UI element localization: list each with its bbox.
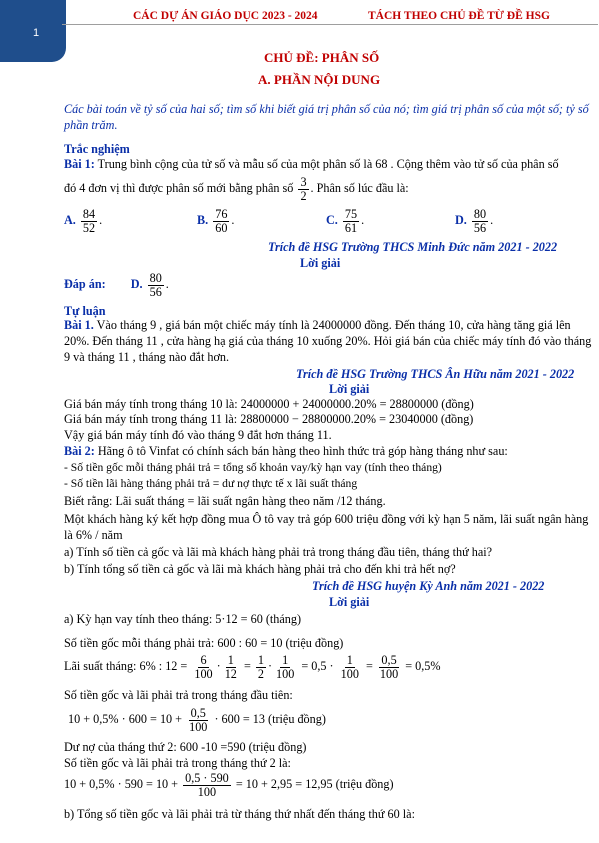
fraction: $\frac{1}{100}$ [340,653,359,681]
b2-sol-line: Số tiền gốc và lãi phải trả trong tháng thứ 2 là: [64,756,291,770]
b1-sol-line: Giá bán máy tính trong tháng 11 là: 28800000 − 28800000.20% = 23040000 (đồng) [64,412,474,426]
fraction: $\frac{0,5}{100}$ [379,653,399,681]
b1-solution-label: Lời giải [329,382,370,396]
fraction: $\frac{1}{2}$ [257,653,264,681]
option-label: B. [197,213,209,228]
fraction: $\frac{80}{56}$ [149,271,162,299]
b2-sol-month2 [64,772,394,799]
formula-text: Lãi suất tháng: 6% : 12 = [64,659,188,674]
fraction: $\frac{0,5 \cdot 590}{100}$ [185,771,229,799]
mc-question-text3: . Phân số lúc đầu là: [310,181,409,196]
header-right-title: TÁCH THEO CHỦ ĐỀ TỪ ĐỀ HSG [368,10,550,22]
mc-heading: Trắc nghiệm [64,142,130,156]
fraction: $\frac{75}{61}$ [344,207,358,235]
formula-text: = 0,5% [405,659,441,674]
b2-sol-line: Dư nợ của tháng thứ 2: 600 -10 =590 (triệu đồng) [64,740,307,754]
page-number: 1 [33,27,40,39]
option-label: D. [455,213,467,228]
intro-text: Các bài toán về tỷ số của hai số; tìm số khi biết giá trị phân số của nó; tìm giá trị phân số của một số; tỷ số phần trăm. [64,102,589,132]
essay-b2-intro [64,444,508,459]
formula-text: 10 + 0,5% · 600 = 10 + [68,712,183,727]
b2-intro: Hãng ô tô Vinfat có chính sách bán hàng theo hình thức trả góp hàng tháng như sau: [97,444,508,458]
b1-sol-line: Giá bán máy tính trong tháng 10 là: 24000000 + 24000000.20% = 28800000 (đồng) [64,397,474,411]
b2-rule: - Số tiền gốc mỗi tháng phải trả = tổng số khoản vay/kỳ hạn vay (tính theo tháng) [64,461,442,474]
mc-answer: Đáp án: D. $\frac{80}{56}$ . [64,271,169,299]
b2-sol-line: a) Kỳ hạn vay tính theo tháng: 5·12 = 60 (tháng) [64,612,302,626]
b2-question-b: b) Tính tổng số tiền cả gốc và lãi mà khách hàng phải trả cho đến khi trả hết nợ? [64,562,456,576]
option-label: A. [64,213,76,228]
mc-question-line2 [64,176,409,203]
b1-text: Vào tháng 9 , giá bán một chiếc máy tính là 24000000 đồng. Đến tháng 10, cửa hàng tăng giá lên 20%. Đến tháng 11 , cửa hàng hạ giá của tháng 10 xuống 20%. Hỏi giá bán của chiếc máy tính đó vào tháng 9 và tháng 11 , tháng nào đắt hơn. [64,318,592,364]
mc-solution-label: Lời giải [300,256,341,270]
fraction: $\frac{6}{100}$ [194,653,213,681]
b2-source: Trích đề HSG huyện Kỳ Anh năm 2021 - 2022 [312,579,545,593]
answer-label: Đáp án: [64,277,106,292]
formula-text: = [243,659,251,674]
mc-option-c: C. $\frac{75}{61}$ . [326,207,365,235]
b2-label: Bài 2: [64,444,95,458]
mc-question-text1: Trung bình cộng của tử số và mẫu số của một phân số là 68 . Cộng thêm vào tử số của phân số [97,157,559,171]
b1-label: Bài 1. [64,318,94,332]
b2-text: Một khách hàng ký kết hợp đồng mua Ô tô vay trả góp 600 triệu đồng với kỳ hạn 5 năm, lãi suất ngân hàng là 6% / năm [64,512,589,542]
mc-source: Trích đề HSG Trường THCS Minh Đức năm 2021 - 2022 [268,240,558,254]
mc-question-line1 [64,157,559,172]
page-title: CHỦ ĐỀ: PHÂN SỐ [264,50,380,65]
fraction: $\frac{1}{100}$ [276,653,295,681]
formula-text: = [365,659,373,674]
formula-text: = 10 + 2,95 = 12,95 (triệu đồng) [235,777,394,792]
b1-source: Trích đề HSG Trường THCS Ân Hữu năm 2021 - 2022 [296,367,575,381]
fraction: $\frac{80}{56}$ [473,207,487,235]
essay-b1 [64,317,594,365]
mc-option-a: A. $\frac{84}{52}$ . [64,207,103,235]
fraction: $\frac{1}{12}$ [224,653,237,681]
b2-sol-line: b) Tổng số tiền gốc và lãi phải trả từ tháng thứ nhất đến tháng thứ 60 là: [64,807,415,821]
b2-solution-label: Lời giải [329,595,370,609]
b2-rule: - Số tiền lãi hàng tháng phải trả = dư nợ thực tế x lãi suất tháng [64,477,358,490]
section-a-title: A. PHẦN NỘI DUNG [258,72,381,87]
formula-text: = 0,5 · [301,659,334,674]
fraction: $\frac{84}{52}$ [82,207,96,235]
formula-text: · 600 = 13 (triệu đồng) [214,712,326,727]
mc-option-d: D. $\frac{80}{56}$ . [455,207,494,235]
answer-letter: D. [130,277,143,292]
fraction: $\frac{76}{60}$ [215,207,228,235]
b2-sol-line: Số tiền gốc mỗi tháng phải trả: 600 : 60 = 10 (triệu đồng) [64,636,344,650]
mc-question-text2: đó 4 đơn vị thì được phân số mới bằng phân số [64,181,294,196]
header-left-title: CÁC DỰ ÁN GIÁO DỤC 2023 - 2024 [133,10,318,22]
essay-heading: Tự luận [64,304,106,318]
b2-sol-month1 [68,707,326,734]
fraction: $\frac{3}{2}$ [300,175,307,203]
b1-sol-line: Vậy giá bán máy tính đó vào tháng 9 đắt hơn tháng 11. [64,428,332,442]
b2-question-a: a) Tính số tiền cả gốc và lãi mà khách hàng phải trả trong tháng đầu tiên, tháng thứ hai? [64,545,493,559]
b2-sol-line: Số tiền gốc và lãi phải trả trong tháng đầu tiên: [64,688,293,702]
mc-option-b: B. $\frac{76}{60}$ . [197,207,235,235]
b2-sol-interest: Lãi suất tháng: 6% : 12 = $\frac{6}{100}$ · $\frac{1}{12}$ = $\frac{1}{2}$ · $\frac{1}{100}$ = 0,5 · $\frac{1}{100}$ = $\frac{0,5}{100}$ = 0,5% [64,653,441,681]
fraction: $\frac{0,5}{100}$ [189,706,208,734]
formula-text: 10 + 0,5% · 590 = 10 + [64,777,179,792]
header-divider [62,24,598,25]
mc-question-label: Bài 1: [64,157,95,171]
option-label: C. [326,213,338,228]
b2-rule: Biết rằng: Lãi suất tháng = lãi suất ngân hàng theo năm /12 tháng. [64,494,386,508]
